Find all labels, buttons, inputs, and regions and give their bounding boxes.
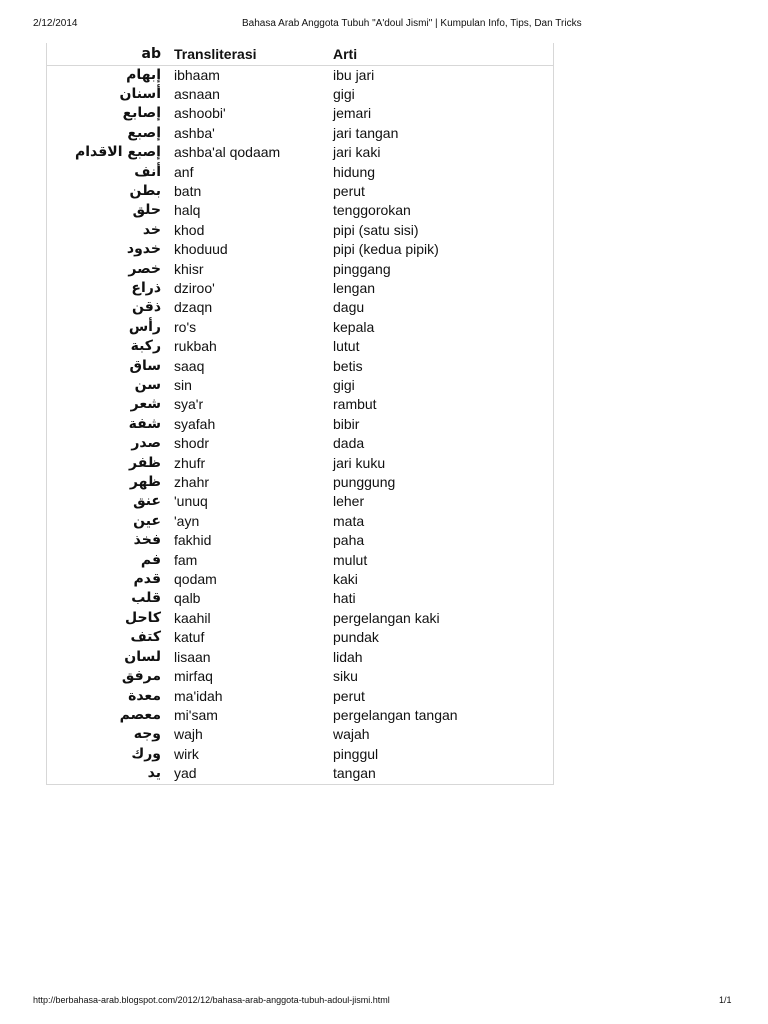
meaning: lutut: [333, 338, 360, 355]
meaning: hati: [333, 590, 356, 607]
transliteration: yad: [174, 765, 197, 782]
transliteration: khod: [174, 221, 205, 238]
meaning: mulut: [333, 551, 368, 568]
transliteration: wajh: [174, 726, 203, 743]
arabic-word: يد: [147, 765, 161, 782]
table-row: [47, 298, 554, 317]
arabic-word: وجه: [133, 726, 161, 743]
table-row: [47, 570, 554, 589]
transliteration: katuf: [174, 629, 205, 646]
table-row: [47, 454, 554, 473]
meaning: perut: [333, 687, 365, 704]
meaning: jemari: [333, 105, 372, 122]
transliteration: 'ayn: [174, 512, 200, 529]
meaning: mata: [333, 512, 365, 529]
arabic-word: شفة: [128, 415, 161, 432]
table-row: [47, 648, 554, 667]
meaning: betis: [333, 357, 363, 374]
table-row: [47, 85, 554, 104]
arabic-word: خصر: [128, 260, 161, 277]
meaning: ibu jari: [333, 66, 375, 83]
meaning: tangan: [333, 765, 376, 782]
page-number: 1/1: [719, 995, 732, 1005]
meaning: dada: [333, 435, 365, 452]
meaning: pergelangan kaki: [333, 609, 440, 626]
arabic-word: إصابع: [122, 105, 161, 122]
transliteration: ibhaam: [174, 66, 220, 83]
arabic-word: ظهر: [129, 474, 161, 491]
meaning: pinggul: [333, 745, 379, 762]
meaning: gigi: [333, 377, 355, 393]
transliteration: khoduud: [174, 241, 228, 258]
print-date: 2/12/2014: [33, 18, 78, 29]
table-row: [47, 124, 554, 143]
arabic-word: معدة: [128, 687, 161, 704]
transliteration: saaq: [174, 357, 205, 374]
transliteration: shodr: [174, 435, 210, 452]
meaning: punggung: [333, 474, 396, 491]
transliteration: mi'sam: [174, 706, 218, 723]
transliteration: khisr: [174, 260, 204, 277]
arabic-word: إصبع: [127, 124, 161, 141]
table-row: [47, 376, 554, 395]
table-row: [47, 667, 554, 686]
table-row: [47, 357, 554, 376]
transliteration: ashba': [174, 124, 215, 141]
table-row: [47, 395, 554, 414]
transliteration: batn: [174, 182, 202, 199]
meaning: kepala: [333, 318, 375, 335]
transliteration: mirfaq: [174, 668, 213, 685]
table-row: [47, 589, 554, 608]
table-row: [47, 492, 554, 511]
arabic-word: سن: [134, 377, 161, 393]
arabic-word: ظفر: [129, 454, 161, 471]
arabic-word: بطن: [129, 182, 161, 199]
meaning: pundak: [333, 629, 379, 646]
table-row: [47, 745, 554, 764]
table-row: [47, 143, 554, 162]
table-row: [47, 201, 554, 220]
table-row: [47, 104, 554, 123]
transliteration: zhahr: [174, 474, 210, 491]
column-header-arabic: ab: [47, 43, 168, 65]
arabic-word: فم: [140, 551, 161, 568]
transliteration: anf: [174, 163, 194, 180]
arabic-word: إبهام: [126, 66, 161, 83]
table-row: [47, 473, 554, 492]
table-header-row: [47, 43, 554, 65]
meaning: tenggorokan: [333, 202, 411, 219]
transliteration: sya'r: [174, 396, 204, 413]
transliteration: ma'idah: [174, 687, 223, 704]
arabic-word: حلق: [132, 202, 161, 219]
arabic-word: كتف: [130, 629, 161, 646]
arabic-word: خدود: [126, 241, 161, 258]
arabic-word: ساق: [129, 357, 161, 374]
transliteration: halq: [174, 202, 201, 219]
column-header-transliteration: Transliterasi: [167, 43, 333, 65]
meaning: rambut: [333, 396, 377, 413]
meaning: perut: [333, 182, 365, 199]
arabic-word: كاحل: [125, 609, 161, 626]
meaning: hidung: [333, 163, 376, 180]
transliteration: qodam: [174, 571, 217, 588]
arabic-word: عنق: [133, 493, 161, 510]
table-row: [47, 221, 554, 240]
table-row: [47, 279, 554, 298]
table-row: [47, 725, 554, 744]
table-row: [47, 609, 554, 628]
transliteration: dzaqn: [174, 299, 213, 316]
meaning: pinggang: [333, 260, 391, 277]
transliteration: sin: [174, 377, 192, 393]
transliteration: lisaan: [174, 648, 211, 665]
table-row: [47, 182, 554, 201]
meaning: leher: [333, 493, 365, 510]
table-row: [47, 337, 554, 356]
arabic-word: ركبة: [130, 338, 161, 355]
page-title: Bahasa Arab Anggota Tubuh "A'doul Jismi" | Kumpulan Info, Tips, Dan Tricks: [242, 18, 582, 29]
table-row: [47, 65, 554, 85]
arabic-word: مرفق: [121, 668, 161, 685]
transliteration: asnaan: [174, 85, 220, 102]
table-row: [47, 163, 554, 182]
transliteration: ro's: [174, 318, 197, 335]
transliteration: zhufr: [174, 454, 206, 471]
table-row: [47, 764, 554, 784]
transliteration: ashba'al qodaam: [174, 144, 281, 161]
meaning: gigi: [333, 85, 355, 102]
meaning: jari tangan: [333, 124, 399, 141]
meaning: bibir: [333, 415, 360, 432]
meaning: siku: [333, 668, 358, 685]
meaning: kaki: [333, 571, 358, 588]
arabic-word: خد: [142, 221, 161, 238]
arabic-word: رأس: [128, 318, 161, 335]
table-row: [47, 240, 554, 259]
arabic-word: عين: [133, 512, 161, 529]
meaning: wajah: [333, 726, 370, 743]
table-body: [47, 65, 554, 784]
transliteration: dziroo': [174, 279, 215, 296]
table-row: [47, 434, 554, 453]
transliteration: ashoobi': [174, 105, 226, 122]
transliteration: 'unuq: [174, 493, 208, 510]
meaning: pipi (satu sisi): [333, 221, 419, 238]
transliteration: syafah: [174, 415, 216, 432]
table-row: [47, 551, 554, 570]
table-row: [47, 415, 554, 434]
meaning: lengan: [333, 279, 376, 296]
meaning: lidah: [333, 648, 363, 665]
arabic-word: معصم: [119, 706, 161, 723]
arabic-word: قدم: [133, 571, 161, 588]
meaning: jari kaki: [333, 144, 381, 161]
arabic-word: لسان: [124, 648, 161, 665]
arabic-word: صدر: [131, 435, 161, 452]
meaning: jari kuku: [333, 454, 386, 471]
arabic-word: قلب: [131, 590, 161, 607]
table-row: [47, 706, 554, 725]
arabic-word: أسنان: [119, 85, 161, 102]
meaning: pergelangan tangan: [333, 706, 458, 723]
meaning: dagu: [333, 299, 365, 316]
vocabulary-table: [46, 43, 554, 785]
meaning: paha: [333, 532, 365, 549]
meaning: pipi (kedua pipik): [333, 241, 439, 258]
table-row: [47, 512, 554, 531]
arabic-word: ذراع: [131, 279, 161, 296]
arabic-word: فخذ: [133, 532, 161, 549]
table-row: [47, 531, 554, 550]
transliteration: fakhid: [174, 532, 212, 549]
transliteration: kaahil: [174, 609, 211, 626]
column-header-meaning: Arti: [333, 43, 554, 65]
table-row: [47, 687, 554, 706]
arabic-word: أنف: [134, 163, 161, 180]
arabic-word: إصبع الاقدام: [74, 144, 161, 161]
table-row: [47, 260, 554, 279]
arabic-word: ذقن: [132, 299, 161, 316]
arabic-word: شعر: [130, 396, 161, 413]
table-row: [47, 628, 554, 647]
arabic-word: ورك: [131, 745, 161, 762]
transliteration: fam: [174, 551, 198, 568]
table-row: [47, 318, 554, 337]
transliteration: wirk: [174, 745, 199, 762]
transliteration: rukbah: [174, 338, 217, 355]
transliteration: qalb: [174, 590, 201, 607]
source-url: http://berbahasa-arab.blogspot.com/2012/12/bahasa-arab-anggota-tubuh-adoul-jismi.html: [33, 995, 390, 1005]
